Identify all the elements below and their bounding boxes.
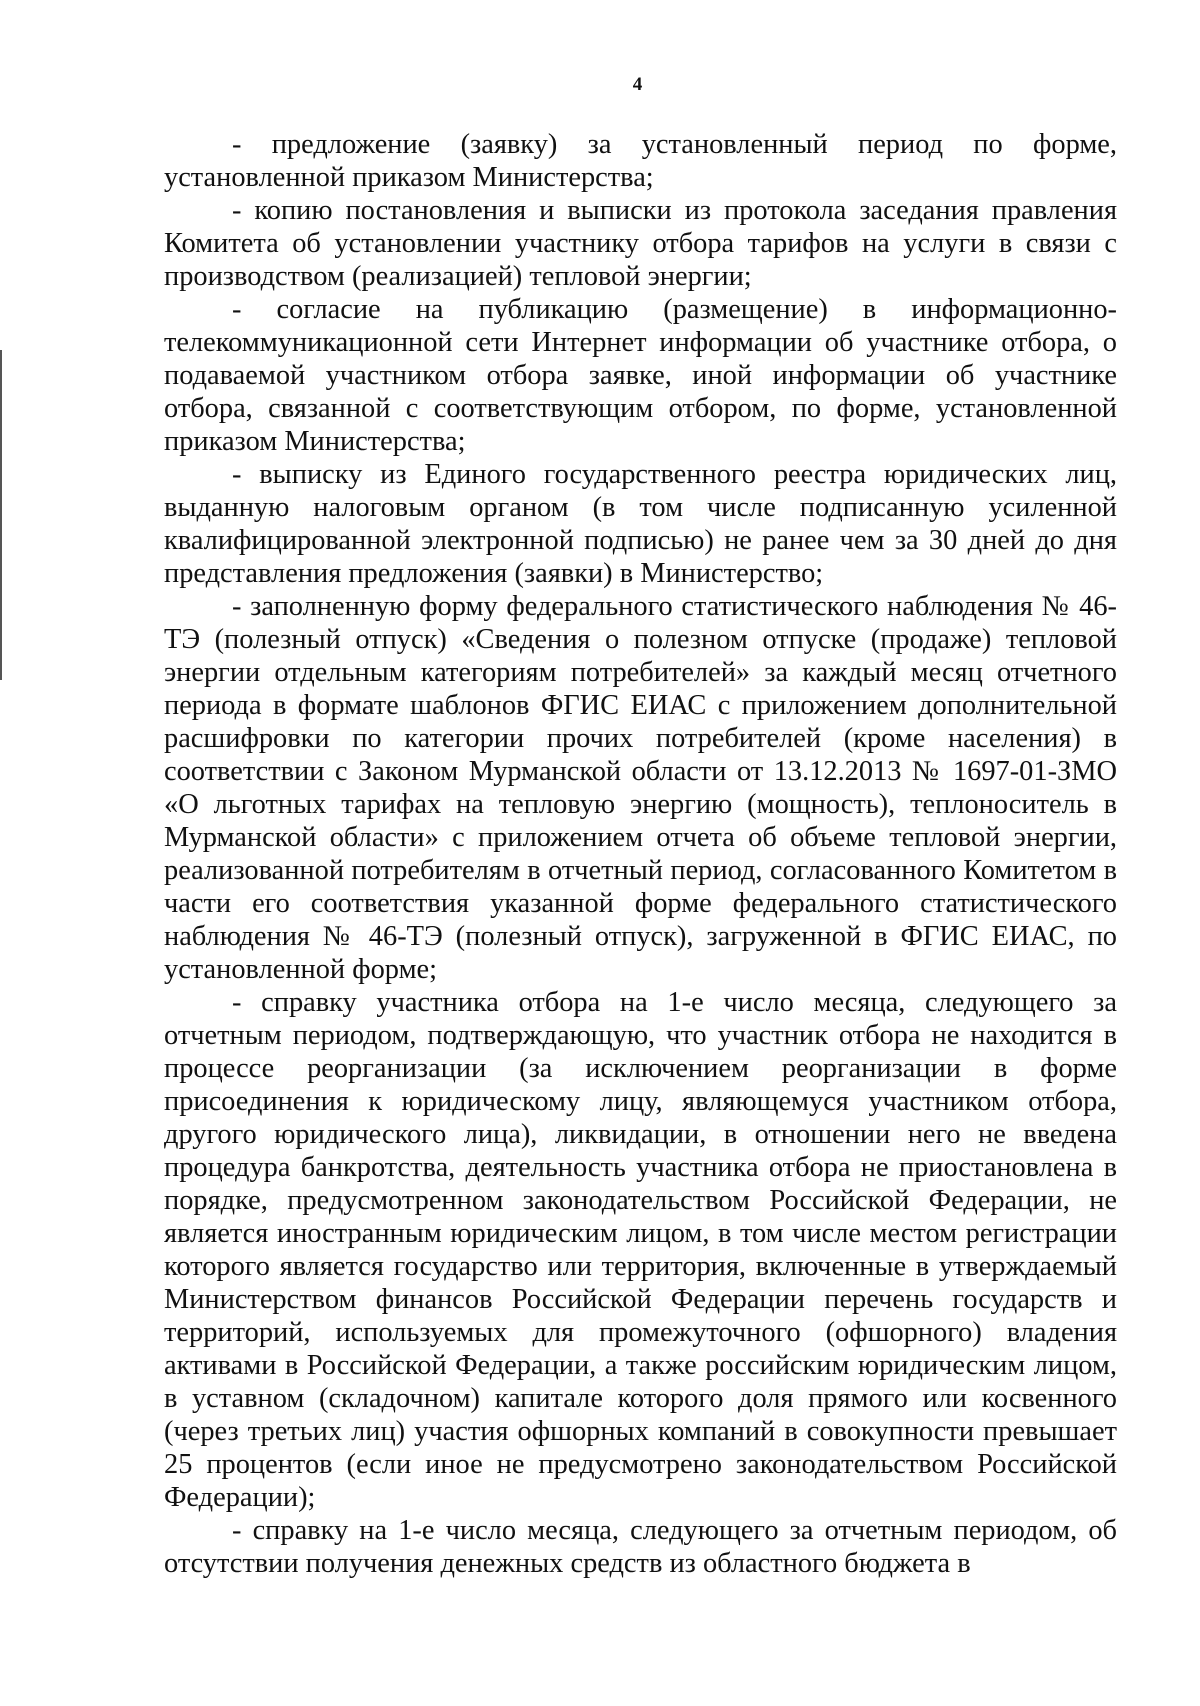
- list-item-statistical-form: - заполненную форму федерального статистического наблюдения № 46-ТЭ (полезный отпуск) «Сведения о полезном отпуске (продаже) тепловой энергии отдельным категориям потребителей» за каждый месяц отчетного периода в формате шаблонов ФГИС ЕИАС с приложением дополнительной расшифровки по категории прочих потребителей (кроме населения) в соответствии с Законом Мурманской области от 13.12.2013 № 1697-01-ЗМО «О льготных тарифах на тепловую энергию (мощность), теплоноситель в Мурманской области» с приложением отчета об объеме тепловой энергии, реализованной потребителям в отчетный период, согласованного Комитетом в части его соответствия указанной форме федерального статистического наблюдения № 46-ТЭ (полезный отпуск), загруженной в ФГИС ЕИАС, по установленной форме;: [164, 591, 1117, 985]
- list-item-proposal: - предложение (заявку) за установленный период по форме, установленной приказом Министерства;: [164, 129, 1117, 193]
- list-item-registry-extract: - выписку из Единого государственного реестра юридических лиц, выданную налоговым органом (в том числе подписанную усиленной квалифицированной электронной подписью) не ранее чем за 30 дней до дня представления предложения (заявки) в Министерство;: [164, 459, 1117, 589]
- list-item-publication-consent: - согласие на публикацию (размещение) в информационно-телекоммуникационной сети Интернет информации об участнике отбора, о подаваемой участником отбора заявке, иной информации об участнике отбора, связанной с соответствующим отбором, по форме, установленной приказом Министерства;: [164, 294, 1117, 457]
- page-number: 4: [632, 74, 643, 95]
- list-item-participant-certificate: - справку участника отбора на 1-е число месяца, следующего за отчетным периодом, подтверждающую, что участник отбора не находится в процессе реорганизации (за исключением реорганизации в форме присоединения к юридическому лицу, являющемуся участником отбора, другого юридического лица), ликвидации, в отношении него не введена процедура банкротства, деятельность участника отбора не приостановлена в порядке, предусмотренном законодательством Российской Федерации, не является иностранным юридическим лицом, в том числе местом регистрации которого является государство или территория, включенные в утверждаемый Министерством финансов Российской Федерации перечень государств и территорий, используемых для промежуточного (офшорного) владения активами в Российской Федерации, а также российским юридическим лицом, в уставном (складочном) капитале которого доля прямого или косвенного (через третьих лиц) участия офшорных компаний в совокупности превышает 25 процентов (если иное не предусмотрено законодательством Российской Федерации);: [164, 987, 1117, 1513]
- document-body: [164, 128, 1117, 1580]
- list-item-funding-certificate: - справку на 1-е число месяца, следующего за отчетным периодом, об отсутствии получения денежных средств из областного бюджета в: [164, 1515, 1117, 1579]
- scan-margin-line: [0, 350, 2, 680]
- list-item-resolution-copy: - копию постановления и выписки из протокола заседания правления Комитета об установлении участнику отбора тарифов на услуги в связи с производством (реализацией) тепловой энергии;: [164, 195, 1117, 292]
